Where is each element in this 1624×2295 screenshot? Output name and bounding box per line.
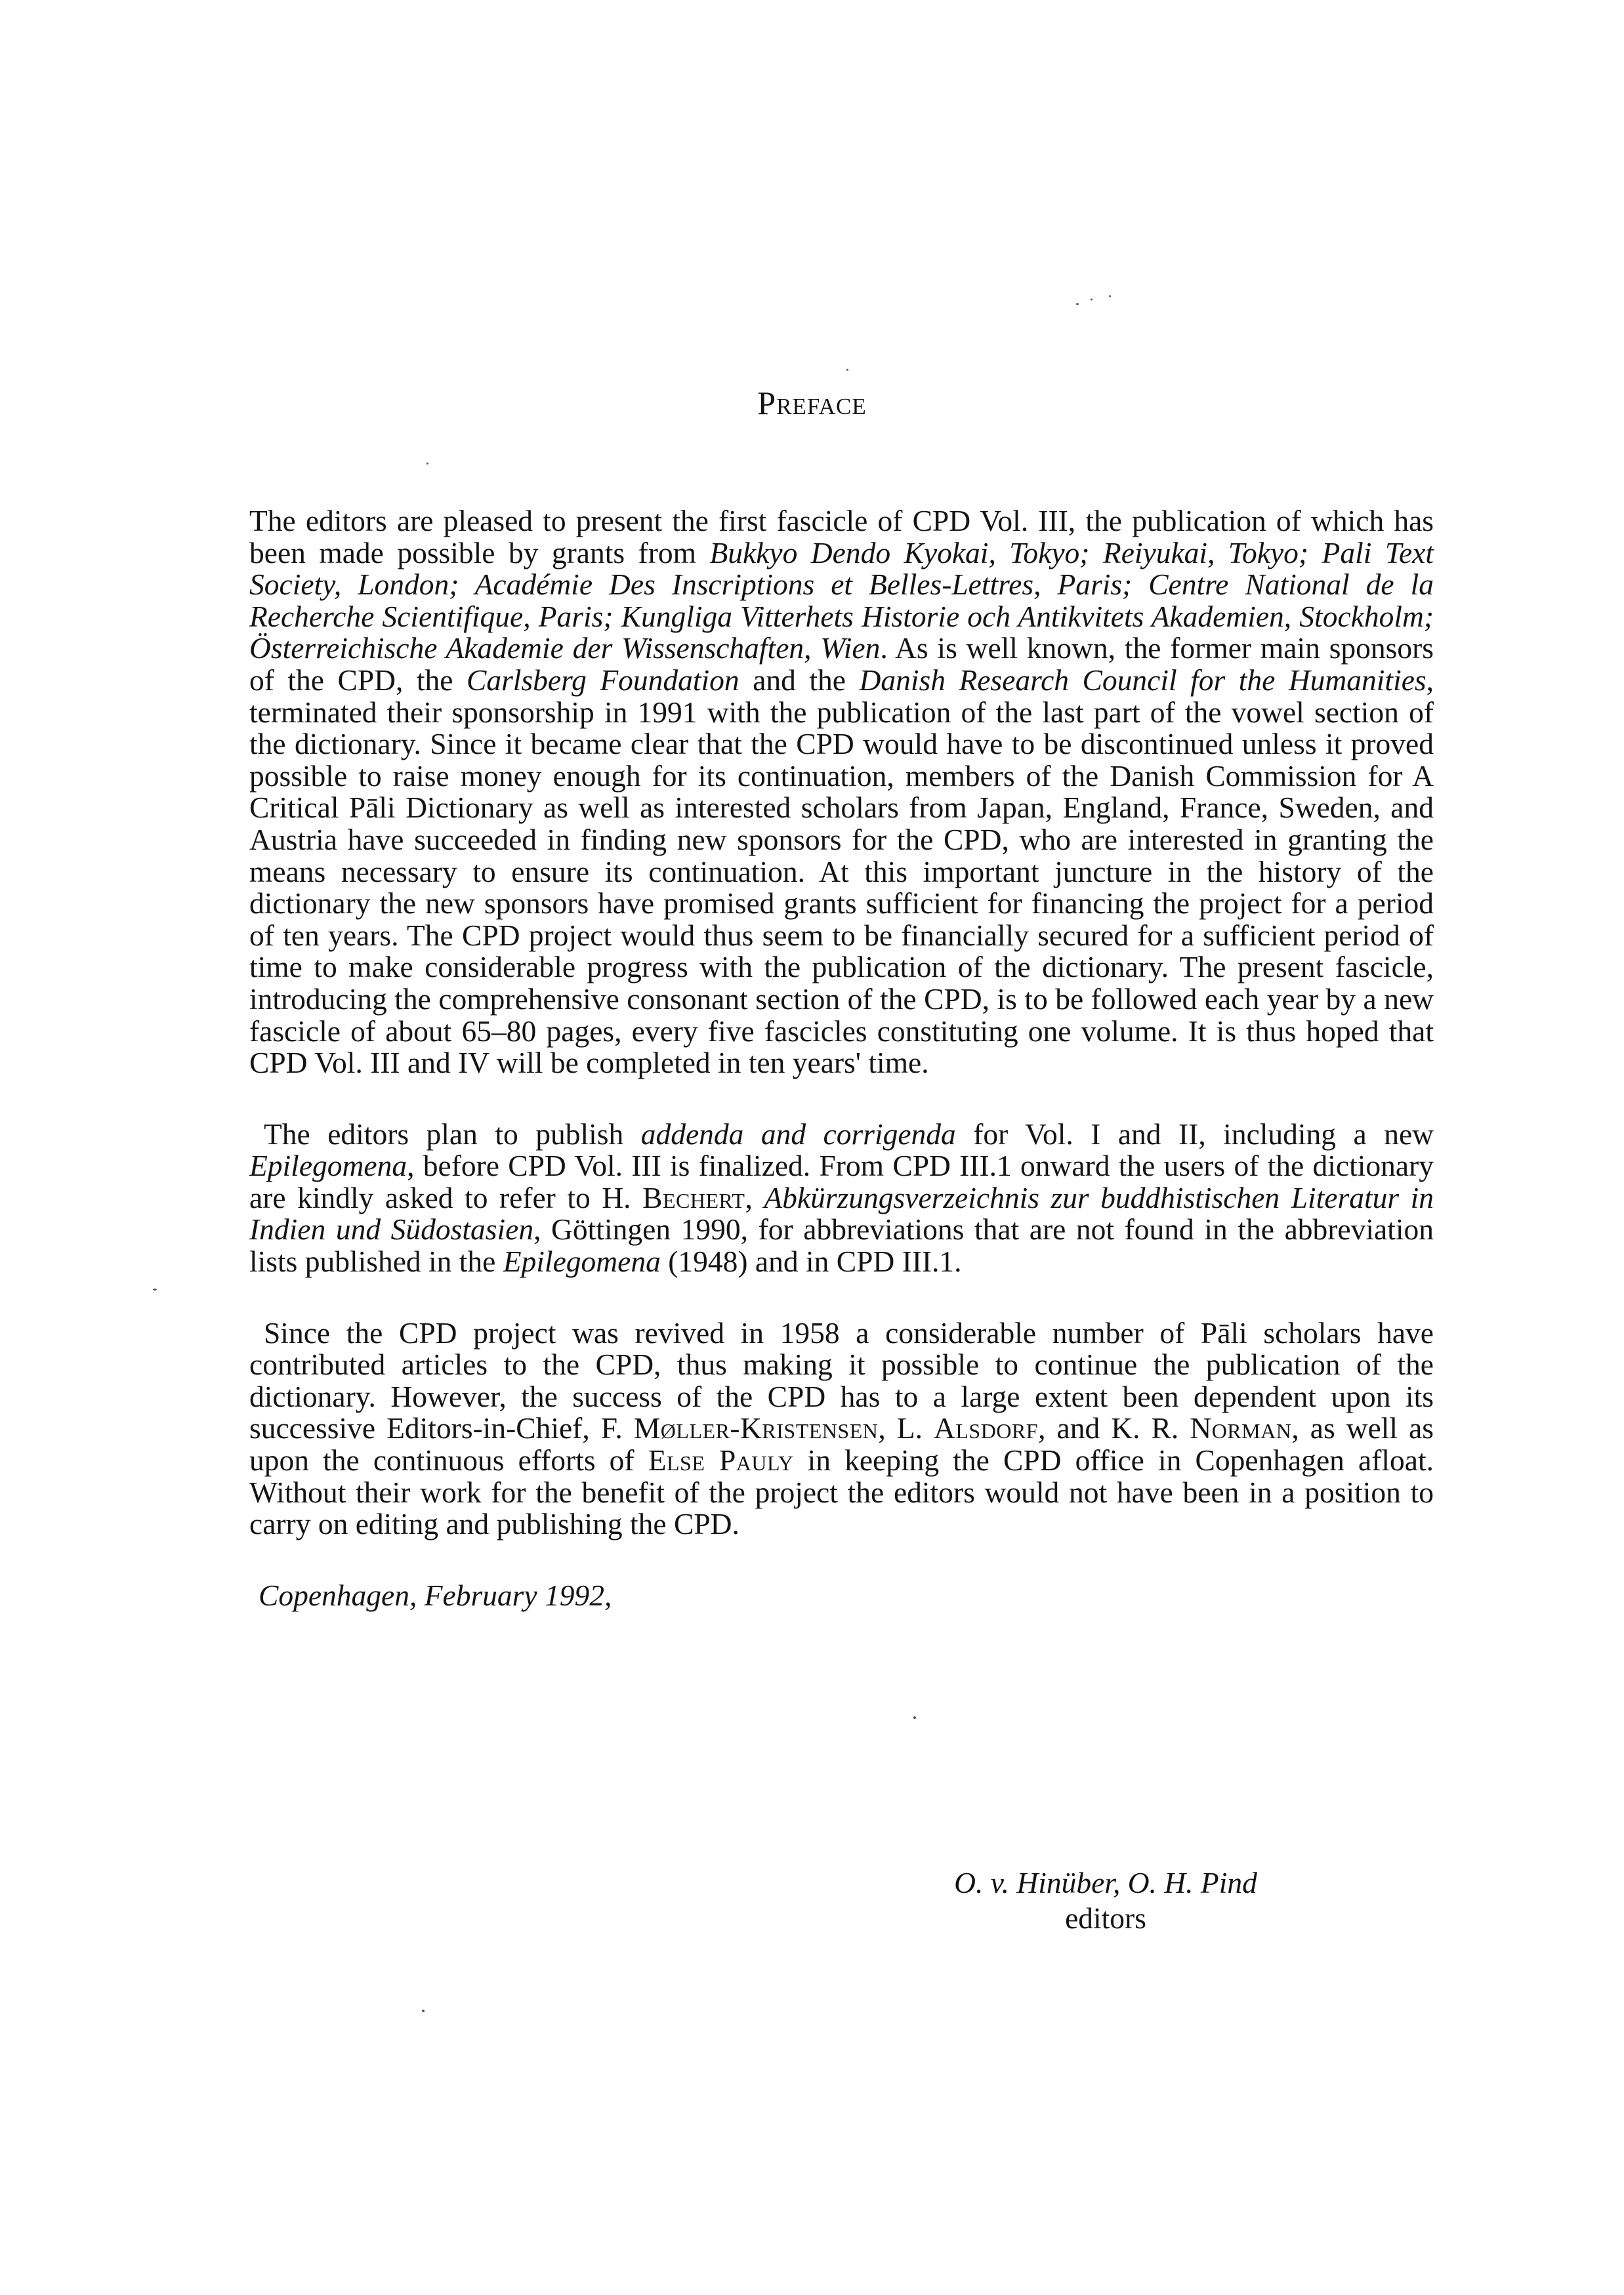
text-run: , terminated their sponsorship in 1991 with the publication of the last part of the vowel section of the dictionary. Since it became clear that the CPD would have to be discontinued unless it proved possible to raise money enough for its continuation, members of the Danish Commission for A Critical Pāli Dictionary as well as interested scholars from Japan, England, France, Sweden, and Austria have succeeded in finding new sponsors for the CPD, who are interested in granting the means necessary to ensure its continuation. At this important juncture in the history of the dictionary the new sponsors have promised grants sufficient for financing the project for a period of ten years. The CPD project would thus seem to be financially secured for a sufficient period of time to make considerable progress with the publication of the dictionary. The present fascicle, introducing the comprehensive consonant section of the CPD, is to be followed each year by a new fascicle of about 65–80 pages, every five fascicles constituting one volume. It is thus hoped that CPD Vol. III and IV will be completed in ten years' time.: [249, 663, 1434, 1080]
scan-speck: [422, 2010, 425, 2012]
former-sponsor: Danish Research Council for the Humanities: [859, 663, 1426, 697]
paragraph-sponsorship: [249, 505, 1434, 1079]
text-run: , Göttingen 1990, for abbreviations that are not found in the abbreviation lists published in the: [249, 1212, 1434, 1279]
paragraph-addenda: [249, 1119, 1434, 1278]
signature-block: [922, 1865, 1289, 1936]
text-run: , and K. R.: [1038, 1411, 1190, 1445]
editor-names: O. v. Hinüber, O. H. Pind: [954, 1866, 1257, 1899]
text-run: , as well as upon the continuous efforts of: [249, 1411, 1434, 1478]
italic-title: Abkürzungsverzeichnis zur buddhistischen Literatur in Indien und Südostasien: [249, 1180, 1434, 1247]
scan-speck: [1091, 299, 1093, 300]
place-date: Copenhagen, February 1992,: [259, 1578, 612, 1612]
scan-speck: [153, 1289, 157, 1291]
text-run: Since the CPD project was revived in 1958 a considerable number of Pāli scholars have contributed articles to the CPD, thus making it possible to continue the publication of the dictionary. However, the success of the CPD has to a large extent been dependent upon its successive Editors-in-Chief, F.: [249, 1315, 1434, 1445]
text-run: , before CPD Vol. III is finalized. From CPD III.1 onward the users of the dictionary are kindly asked to refer to H.: [249, 1149, 1434, 1214]
text-run: The editors plan to publish: [264, 1117, 641, 1151]
text-run: for Vol. I and II, including a new: [955, 1117, 1434, 1151]
text-run: . As is well known, the former main sponsors of the CPD, the: [249, 631, 1434, 697]
text-run: and the: [739, 663, 860, 697]
text-run: (1948) and in CPD III.1.: [660, 1245, 962, 1279]
italic-title: Epilegomena: [249, 1149, 407, 1183]
text-run: , L.: [878, 1411, 934, 1445]
editor-name: Møller-Kristensen: [633, 1411, 879, 1445]
text-run: The editors are pleased to present the first fascicle of CPD Vol. III, the publication of which has been made possible by grants from: [249, 504, 1434, 569]
text-run: ,: [745, 1180, 764, 1214]
scan-speck: [846, 369, 848, 371]
author-name: Bechert: [642, 1180, 745, 1214]
editor-role: editors: [1065, 1901, 1146, 1935]
preface-body: [249, 505, 1434, 1611]
new-sponsors-list: Bukkyo Dendo Kyokai, Tokyo; Reiyukai, Tokyo; Pali Text Society, London; Académie Des Inscriptions et Belles-Lettres, Paris; Centre National de la Recherche Scientifique, Paris; Kungliga Vitterhets Historie och Antikvitets Akademien, Stockholm; Österreichische Akademie der Wissenschaften, Wien: [249, 535, 1434, 665]
scan-speck: [1109, 295, 1111, 297]
scan-speck: [913, 1716, 916, 1719]
scan-speck: [1076, 303, 1079, 305]
editor-name: Alsdorf: [934, 1411, 1039, 1445]
text-run: in keeping the CPD office in Copenhagen afloat. Without their work for the benefit of the project the editors would not have been in a position to carry on editing and publishing the CPD.: [249, 1443, 1434, 1541]
italic-title: Epilegomena: [503, 1245, 661, 1279]
italic-term: addenda and corrigenda: [640, 1117, 956, 1151]
scan-speck: [427, 463, 428, 465]
editor-name: Norman: [1190, 1411, 1292, 1445]
page-title: Preface: [757, 384, 867, 421]
paragraph-acknowledgements: [249, 1317, 1434, 1540]
former-sponsor: Carlsberg Foundation: [466, 663, 739, 697]
office-name: Else Pauly: [648, 1443, 794, 1478]
